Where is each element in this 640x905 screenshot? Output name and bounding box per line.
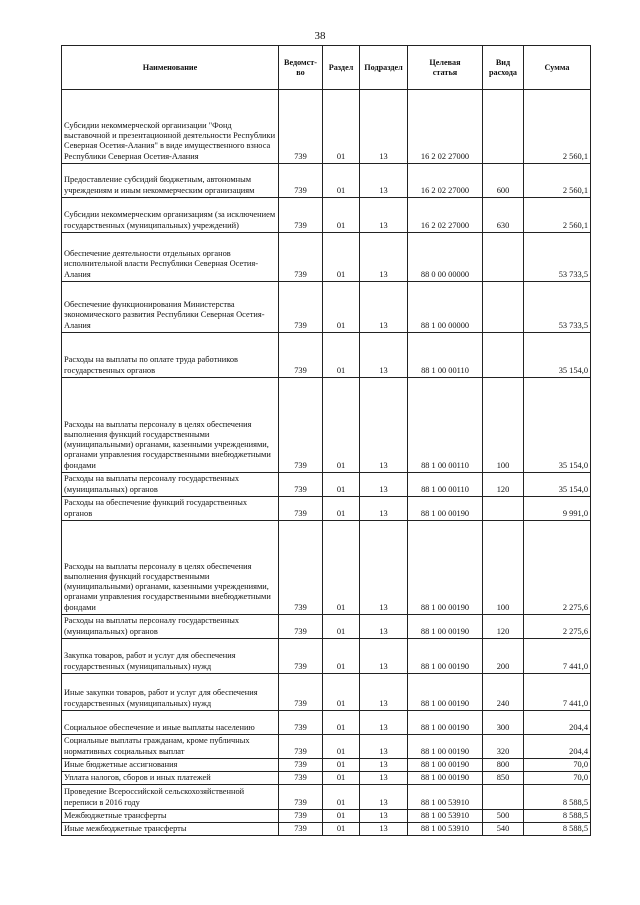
row-department: 739 <box>279 233 323 282</box>
row-section: 01 <box>323 674 360 711</box>
row-name: Расходы на выплаты персоналу государственных (муниципальных) органов <box>62 473 279 497</box>
row-section: 01 <box>323 333 360 378</box>
table-row <box>62 639 591 674</box>
header-expense-type <box>483 46 524 90</box>
header-subsection: Подраздел <box>360 46 408 90</box>
row-target-article: 88 1 00 00190 <box>408 497 483 521</box>
row-name: Субсидии некоммерческой организации "Фонд выставочной и презентационной деятельности Республики Северная Осетия-Алания" в виде имущественного взноса Республики Северная Осетия-Алания <box>62 90 279 164</box>
header-department <box>279 46 323 90</box>
row-name: Проведение Всероссийской сельскохозяйственной переписи в 2016 году <box>62 785 279 810</box>
row-amount: 8 588,5 <box>524 785 591 810</box>
row-target-article: 88 1 00 00110 <box>408 333 483 378</box>
row-department: 739 <box>279 497 323 521</box>
row-subsection: 13 <box>360 639 408 674</box>
row-expense-type: 600 <box>483 164 524 198</box>
table-row <box>62 164 591 198</box>
row-subsection: 13 <box>360 785 408 810</box>
row-section: 01 <box>323 378 360 473</box>
table-row <box>62 282 591 333</box>
row-amount: 70,0 <box>524 772 591 785</box>
row-subsection: 13 <box>360 90 408 164</box>
row-target-article: 88 1 00 53910 <box>408 823 483 836</box>
row-target-article: 16 2 02 27000 <box>408 90 483 164</box>
row-section: 01 <box>323 90 360 164</box>
row-name: Расходы на выплаты персоналу в целях обеспечения выполнения функций государственными (муниципальными) органами, казенными учреждениями, органами управления государственными внебюджетными фондами <box>62 378 279 473</box>
row-expense-type: 200 <box>483 639 524 674</box>
row-section: 01 <box>323 810 360 823</box>
row-amount: 53 733,5 <box>524 233 591 282</box>
table-row <box>62 711 591 735</box>
row-expense-type <box>483 497 524 521</box>
header-name: Наименование <box>62 46 279 90</box>
row-target-article: 88 1 00 00190 <box>408 615 483 639</box>
row-amount: 35 154,0 <box>524 473 591 497</box>
header-amount: Сумма <box>524 46 591 90</box>
table-row <box>62 772 591 785</box>
row-subsection: 13 <box>360 497 408 521</box>
row-name: Социальное обеспечение и иные выплаты населению <box>62 711 279 735</box>
row-subsection: 13 <box>360 735 408 759</box>
row-expense-type <box>483 333 524 378</box>
row-department: 739 <box>279 810 323 823</box>
row-target-article: 88 1 00 53910 <box>408 810 483 823</box>
row-section: 01 <box>323 785 360 810</box>
row-subsection: 13 <box>360 772 408 785</box>
row-amount: 2 275,6 <box>524 615 591 639</box>
row-section: 01 <box>323 823 360 836</box>
row-expense-type: 540 <box>483 823 524 836</box>
row-subsection: 13 <box>360 333 408 378</box>
row-name: Иные закупки товаров, работ и услуг для обеспечения государственных (муниципальных) нужд <box>62 674 279 711</box>
row-department: 739 <box>279 823 323 836</box>
table-row <box>62 333 591 378</box>
table-row <box>62 198 591 233</box>
row-department: 739 <box>279 772 323 785</box>
row-section: 01 <box>323 198 360 233</box>
row-department: 739 <box>279 282 323 333</box>
row-expense-type <box>483 233 524 282</box>
row-expense-type: 120 <box>483 473 524 497</box>
row-target-article: 88 1 00 00190 <box>408 735 483 759</box>
row-target-article: 88 1 00 00190 <box>408 521 483 615</box>
row-department: 739 <box>279 615 323 639</box>
table-header-row <box>62 46 591 90</box>
row-name: Расходы на обеспечение функций государственных органов <box>62 497 279 521</box>
row-section: 01 <box>323 772 360 785</box>
row-name: Иные межбюджетные трансферты <box>62 823 279 836</box>
row-target-article: 88 1 00 00000 <box>408 282 483 333</box>
row-amount: 9 991,0 <box>524 497 591 521</box>
row-amount: 7 441,0 <box>524 639 591 674</box>
row-target-article: 88 1 00 00110 <box>408 473 483 497</box>
row-name: Расходы на выплаты по оплате труда работников государственных органов <box>62 333 279 378</box>
row-section: 01 <box>323 735 360 759</box>
row-name: Расходы на выплаты персоналу в целях обеспечения выполнения функций государственными (муниципальными) органами, казенными учреждениями, органами управления государственными внебюджетными фондами <box>62 521 279 615</box>
row-expense-type: 500 <box>483 810 524 823</box>
row-department: 739 <box>279 333 323 378</box>
table-row <box>62 233 591 282</box>
row-subsection: 13 <box>360 674 408 711</box>
header-expense-type-label: Вид расхода <box>488 57 518 77</box>
row-amount: 8 588,5 <box>524 823 591 836</box>
row-target-article: 88 1 00 00190 <box>408 674 483 711</box>
row-section: 01 <box>323 473 360 497</box>
row-target-article: 88 1 00 00190 <box>408 639 483 674</box>
row-name: Иные бюджетные ассигнования <box>62 759 279 772</box>
row-name: Обеспечение функционирования Министерства экономического развития Республики Северная Осетия-Алания <box>62 282 279 333</box>
row-subsection: 13 <box>360 473 408 497</box>
row-amount: 8 588,5 <box>524 810 591 823</box>
row-target-article: 88 0 00 00000 <box>408 233 483 282</box>
row-department: 739 <box>279 198 323 233</box>
row-department: 739 <box>279 639 323 674</box>
row-amount: 35 154,0 <box>524 378 591 473</box>
row-target-article: 88 1 00 53910 <box>408 785 483 810</box>
row-subsection: 13 <box>360 164 408 198</box>
row-department: 739 <box>279 164 323 198</box>
header-section: Раздел <box>323 46 360 90</box>
row-department: 739 <box>279 90 323 164</box>
row-expense-type: 120 <box>483 615 524 639</box>
row-expense-type: 850 <box>483 772 524 785</box>
row-name: Расходы на выплаты персоналу государственных (муниципальных) органов <box>62 615 279 639</box>
row-target-article: 88 1 00 00190 <box>408 711 483 735</box>
row-subsection: 13 <box>360 198 408 233</box>
row-name: Закупка товаров, работ и услуг для обеспечения государственных (муниципальных) нужд <box>62 639 279 674</box>
row-department: 739 <box>279 378 323 473</box>
row-section: 01 <box>323 497 360 521</box>
row-subsection: 13 <box>360 521 408 615</box>
table-row <box>62 759 591 772</box>
row-subsection: 13 <box>360 711 408 735</box>
row-expense-type: 300 <box>483 711 524 735</box>
row-expense-type <box>483 282 524 333</box>
row-section: 01 <box>323 164 360 198</box>
row-amount: 204,4 <box>524 711 591 735</box>
row-target-article: 16 2 02 27000 <box>408 198 483 233</box>
row-name: Уплата налогов, сборов и иных платежей <box>62 772 279 785</box>
header-department-label: Ведомст- во <box>283 57 318 77</box>
budget-table <box>61 45 591 836</box>
row-department: 739 <box>279 759 323 772</box>
table-row <box>62 90 591 164</box>
table-row <box>62 497 591 521</box>
row-amount: 204,4 <box>524 735 591 759</box>
row-section: 01 <box>323 521 360 615</box>
row-target-article: 88 1 00 00190 <box>408 759 483 772</box>
row-department: 739 <box>279 735 323 759</box>
row-name: Социальные выплаты гражданам, кроме публичных нормативных социальных выплат <box>62 735 279 759</box>
row-subsection: 13 <box>360 378 408 473</box>
table-row <box>62 378 591 473</box>
header-target-article-label: Целевая статья <box>429 57 461 77</box>
row-department: 739 <box>279 711 323 735</box>
row-expense-type: 100 <box>483 378 524 473</box>
row-expense-type <box>483 90 524 164</box>
row-section: 01 <box>323 711 360 735</box>
table-row <box>62 785 591 810</box>
row-subsection: 13 <box>360 615 408 639</box>
row-subsection: 13 <box>360 282 408 333</box>
page-number: 38 <box>314 30 326 42</box>
row-amount: 2 560,1 <box>524 164 591 198</box>
row-name: Субсидии некоммерческим организациям (за исключением государственных (муниципальных) учреждений) <box>62 198 279 233</box>
row-amount: 2 275,6 <box>524 521 591 615</box>
row-amount: 70,0 <box>524 759 591 772</box>
row-expense-type: 320 <box>483 735 524 759</box>
row-amount: 35 154,0 <box>524 333 591 378</box>
row-target-article: 88 1 00 00190 <box>408 772 483 785</box>
row-target-article: 88 1 00 00110 <box>408 378 483 473</box>
row-department: 739 <box>279 473 323 497</box>
row-target-article: 16 2 02 27000 <box>408 164 483 198</box>
row-section: 01 <box>323 282 360 333</box>
table-row <box>62 823 591 836</box>
table-row <box>62 810 591 823</box>
row-department: 739 <box>279 521 323 615</box>
row-amount: 2 560,1 <box>524 90 591 164</box>
table-row <box>62 674 591 711</box>
row-section: 01 <box>323 759 360 772</box>
table-row <box>62 473 591 497</box>
header-target-article <box>408 46 483 90</box>
row-name: Предоставление субсидий бюджетным, автономным учреждениям и иным некоммерческим организациям <box>62 164 279 198</box>
row-section: 01 <box>323 233 360 282</box>
table-row <box>62 615 591 639</box>
row-expense-type: 240 <box>483 674 524 711</box>
row-name: Межбюджетные трансферты <box>62 810 279 823</box>
row-subsection: 13 <box>360 233 408 282</box>
row-expense-type: 630 <box>483 198 524 233</box>
row-section: 01 <box>323 639 360 674</box>
table-row <box>62 735 591 759</box>
row-expense-type: 800 <box>483 759 524 772</box>
row-subsection: 13 <box>360 759 408 772</box>
row-name: Обеспечение деятельности отдельных органов исполнительной власти Республики Северная Осетия-Алания <box>62 233 279 282</box>
row-subsection: 13 <box>360 823 408 836</box>
table-row <box>62 521 591 615</box>
row-section: 01 <box>323 615 360 639</box>
row-expense-type <box>483 785 524 810</box>
row-department: 739 <box>279 785 323 810</box>
row-amount: 2 560,1 <box>524 198 591 233</box>
row-expense-type: 100 <box>483 521 524 615</box>
row-amount: 7 441,0 <box>524 674 591 711</box>
row-amount: 53 733,5 <box>524 282 591 333</box>
row-department: 739 <box>279 674 323 711</box>
row-subsection: 13 <box>360 810 408 823</box>
